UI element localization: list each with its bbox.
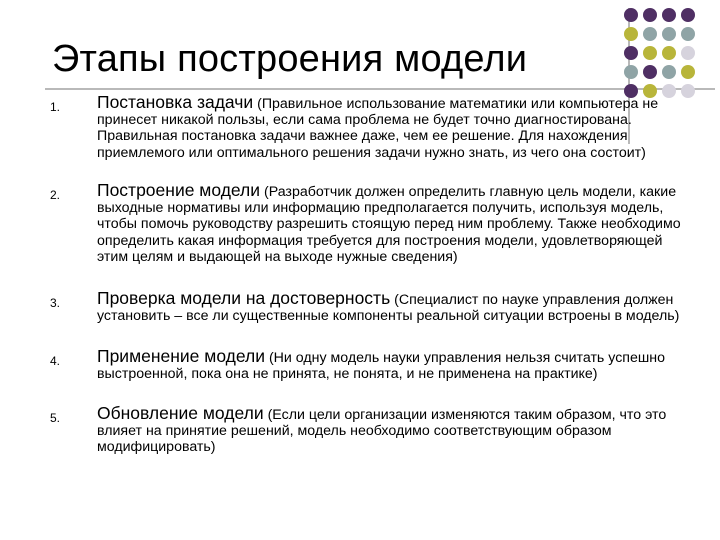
decorative-dot (624, 65, 638, 79)
decorative-dot (643, 46, 657, 60)
decorative-dot (681, 65, 695, 79)
item-heading: Обновление модели (97, 403, 264, 423)
decorative-dot (643, 8, 657, 22)
item-text: (Если цели организации изменяются таким образом, что это влияет на принятие решений, модель необходимо соответствующим образом модифицировать) (97, 407, 667, 456)
item-body (97, 405, 689, 456)
item-body (97, 94, 689, 161)
item-number: 4. (50, 354, 61, 368)
item-text: (Правильное использование математики или компьютера не принесет никакой пользы, если сама проблема не будет точно диагностирована. Правильная постановка задачи важнее даже, чем ее решение. Для нахождения приемлемого или оптимального решения задачи нужно знать, из чего она состоит) (97, 96, 659, 161)
horizontal-divider-line (45, 88, 715, 90)
item-number: 2. (50, 188, 61, 202)
decorative-dot (662, 46, 676, 60)
decorative-dot (643, 27, 657, 41)
item-text: (Ни одну модель науки управления нельзя считать успешно выстроенной, пока она не принята, не понята, и не применена на практике) (97, 350, 665, 383)
decorative-dot (662, 8, 676, 22)
decorative-dot (662, 27, 676, 41)
decorative-dot (624, 46, 638, 60)
item-body (97, 182, 689, 265)
decorative-dot (662, 65, 676, 79)
decorative-dot (624, 8, 638, 22)
decorative-dot (681, 8, 695, 22)
item-body (97, 290, 689, 324)
slide-title: Этапы построения модели (52, 38, 528, 80)
decorative-dot (681, 46, 695, 60)
decorative-dot (624, 27, 638, 41)
item-text: (Разработчик должен определить главную цель модели, какие выходные нормативы или информацию предполагается получить, используя модель, чтобы помочь руководству разрешить стоящую перед ним проблему. Также необходимо определить какая информация требуется для построения модели, удовлетворяющей этим целям и выдающей на выходе нужные сведения) (97, 184, 681, 265)
item-heading: Проверка модели на достоверность (97, 288, 391, 308)
decorative-dot (681, 27, 695, 41)
item-number: 1. (50, 100, 61, 114)
item-heading: Применение модели (97, 346, 266, 366)
item-body (97, 348, 689, 382)
item-heading: Постановка задачи (97, 92, 254, 112)
decorative-dot (643, 65, 657, 79)
decorative-dot-grid (624, 8, 720, 108)
item-number: 3. (50, 296, 61, 310)
item-number: 5. (50, 411, 61, 425)
item-text: (Специалист по науке управления должен установить – все ли существенные компоненты реальной ситуации встроены в модель) (97, 292, 680, 325)
item-heading: Построение модели (97, 180, 261, 200)
